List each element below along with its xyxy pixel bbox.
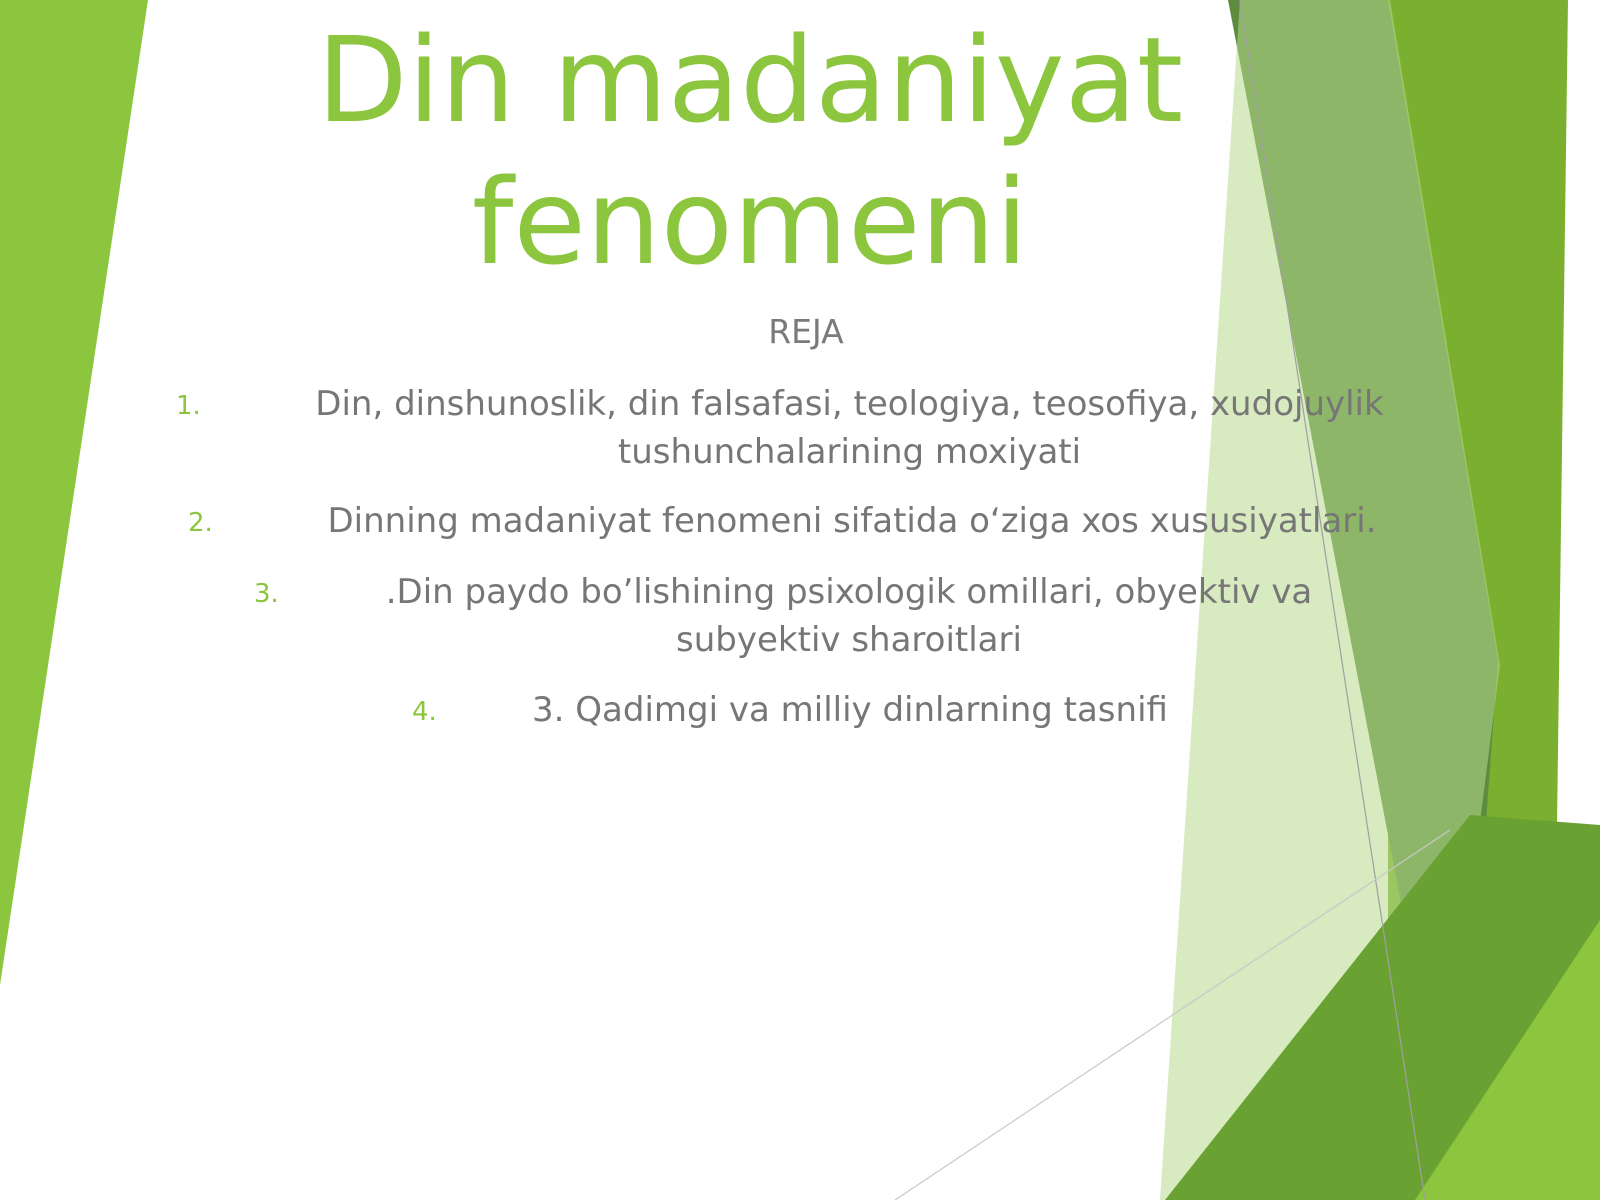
list-item-number: 2. [188,508,213,538]
list-item-number: 1. [176,391,201,421]
list-item-text: Din, dinshunoslik, din falsafasi, teologiya, teosofiya, xudojuylik tushunchalarining moxiyati [315,384,1384,472]
list-item-text: 3. Qadimgi va milliy dinlarning tasnifi [532,690,1168,730]
list-item-text: Dinning madaniyat fenomeni sifatida o‘ziga xos xususiyatlari. [327,501,1377,541]
left-green-strip [0,0,148,985]
list-item-text: .Din paydo bo’lishining psixologik omillari, obyektiv va subyektiv sharoitlari [385,572,1313,660]
list-item-number: 3. [254,579,279,609]
slide-title-line-1: Din madaniyat [316,11,1184,149]
plan-heading: REJA [768,312,844,351]
slide-title-line-2: fenomeni [471,153,1029,291]
list-item-number: 4. [412,697,437,727]
